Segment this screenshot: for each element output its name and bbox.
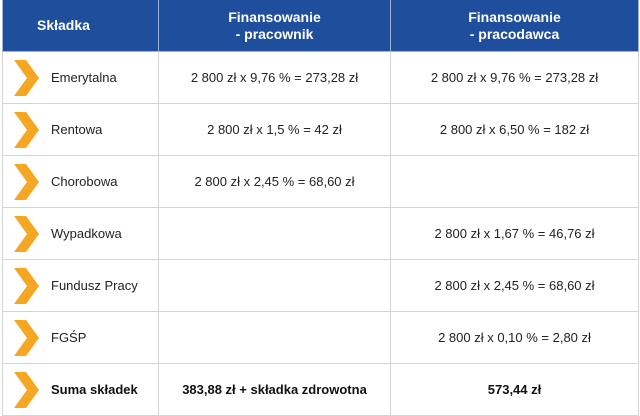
employer-amount: 2 800 zł x 0,10 % = 2,80 zł [391, 312, 639, 364]
contribution-name-cell [3, 104, 159, 156]
table-row-emerytalna [3, 52, 639, 104]
table-row-fgsp [3, 312, 639, 364]
employer-amount [391, 156, 639, 208]
chevron-right-icon [11, 58, 41, 98]
contribution-name: Emerytalna [51, 70, 117, 85]
contribution-name-cell [3, 260, 159, 312]
contributions-table-container [2, 0, 638, 415]
table-row-sum [3, 364, 639, 416]
table-row-chorobowa [3, 156, 639, 208]
chevron-right-icon [11, 162, 41, 202]
employee-amount: 2 800 zł x 1,5 % = 42 zł [159, 104, 391, 156]
header-employee-line1: Finansowanie [228, 8, 321, 25]
chevron-right-icon [11, 318, 41, 358]
chevron-right-icon [11, 370, 41, 410]
table-row-fundusz-pracy [3, 260, 639, 312]
table-row-rentowa [3, 104, 639, 156]
employer-amount: 2 800 zł x 9,76 % = 273,28 zł [391, 52, 639, 104]
employer-amount: 2 800 zł x 1,67 % = 46,76 zł [391, 208, 639, 260]
sum-employer-total: 573,44 zł [391, 364, 639, 416]
employer-amount: 2 800 zł x 2,45 % = 68,60 zł [391, 260, 639, 312]
employee-amount [159, 260, 391, 312]
header-employer-financing [391, 0, 639, 52]
sum-name-cell [3, 364, 159, 416]
header-contribution: Składka [3, 0, 159, 52]
contribution-name: Wypadkowa [51, 226, 122, 241]
table-row-wypadkowa [3, 208, 639, 260]
sum-employee-total: 383,88 zł + składka zdrowotna [159, 364, 391, 416]
contribution-name-cell [3, 208, 159, 260]
chevron-right-icon [11, 214, 41, 254]
contribution-name: Rentowa [51, 122, 103, 137]
header-employee-financing [159, 0, 391, 52]
header-employer-line1: Finansowanie [468, 8, 561, 25]
contribution-name-cell [3, 312, 159, 364]
chevron-right-icon [11, 266, 41, 306]
header-employer-line2: - pracodawca [469, 25, 560, 42]
sum-label: Suma składek [51, 382, 138, 397]
header-employee-line2: - pracownik [235, 25, 314, 42]
table-header-row [3, 0, 639, 52]
employee-amount: 2 800 zł x 9,76 % = 273,28 zł [159, 52, 391, 104]
contributions-table [2, 0, 639, 416]
chevron-right-icon [11, 110, 41, 150]
contribution-name: FGŚP [51, 330, 87, 345]
employer-amount: 2 800 zł x 6,50 % = 182 zł [391, 104, 639, 156]
contribution-name: Chorobowa [51, 174, 118, 189]
employee-amount [159, 312, 391, 364]
contribution-name: Fundusz Pracy [51, 278, 138, 293]
contribution-name-cell [3, 52, 159, 104]
employee-amount [159, 208, 391, 260]
employee-amount: 2 800 zł x 2,45 % = 68,60 zł [159, 156, 391, 208]
contribution-name-cell [3, 156, 159, 208]
